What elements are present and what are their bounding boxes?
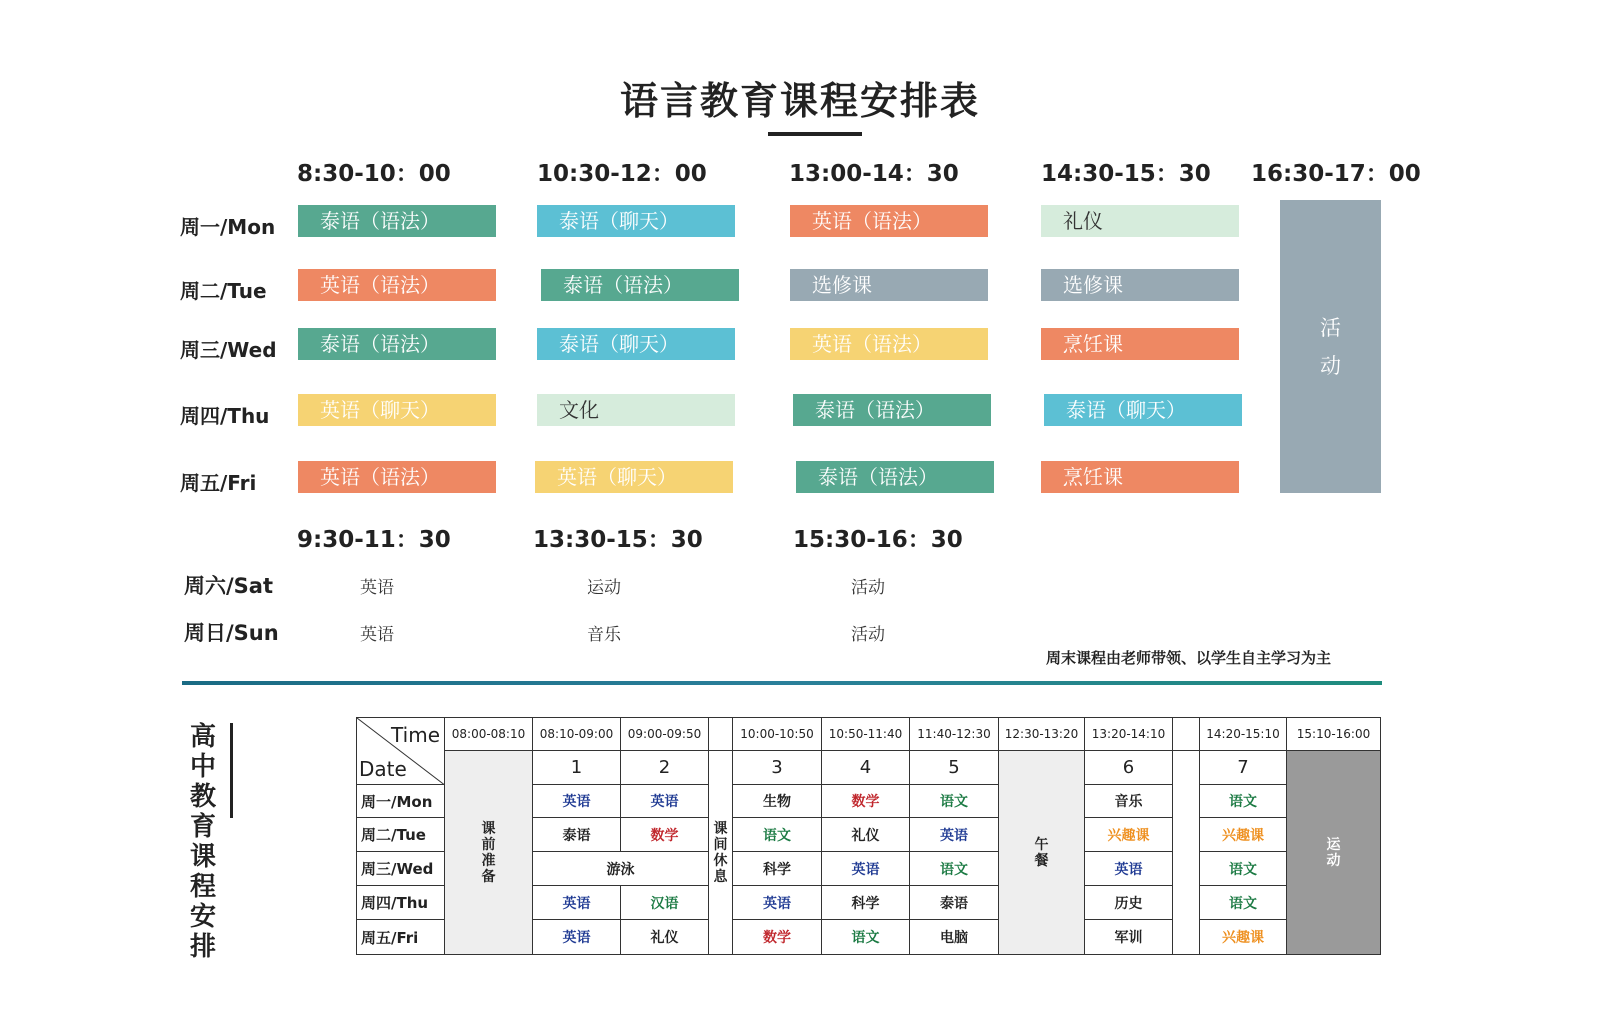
class-block: 英语（聊天） [535, 461, 733, 493]
prep-cell-char: 课 [481, 820, 496, 837]
weekday-day-label: 周三/Wed [180, 338, 277, 362]
title-char: 程 [189, 872, 216, 902]
row-day-label: 周二/Tue [356, 817, 445, 852]
sport-cell-char: 动 [1326, 852, 1341, 869]
class-block: 泰语（语法） [793, 394, 991, 426]
period-number: 6 [1084, 750, 1173, 785]
time-header-cell: 08:00-08:10 [444, 717, 533, 751]
class-cell: 英语 [821, 851, 910, 886]
class-cell: 英语 [909, 817, 999, 852]
break-cell-char: 间 [713, 836, 728, 853]
class-cell: 军训 [1084, 919, 1173, 955]
prep-cell-char: 准 [481, 852, 496, 869]
time-header-cell: 13:20-14:10 [1084, 717, 1173, 751]
break-cell-char: 休 [713, 852, 728, 869]
class-block: 泰语（语法） [298, 205, 496, 237]
class-cell: 语文 [909, 851, 999, 886]
prep-cell-char: 备 [481, 868, 496, 885]
time-header-cell: 15:10-16:00 [1286, 717, 1381, 751]
break-cell [708, 750, 733, 955]
class-cell: 音乐 [1084, 784, 1173, 818]
break-header-cell [708, 717, 733, 751]
title-char: 课 [189, 842, 216, 872]
class-block: 泰语（语法） [796, 461, 994, 493]
weekend-class: 音乐 [587, 625, 621, 645]
class-block: 泰语（聊天） [537, 328, 735, 360]
row-day-label: 周三/Wed [356, 851, 445, 886]
weekday-day-label: 周四/Thu [180, 404, 270, 428]
class-block: 泰语（聊天） [1044, 394, 1242, 426]
corner-time: Time [391, 723, 440, 747]
class-cell: 数学 [732, 919, 822, 955]
weekend-class: 活动 [851, 578, 885, 598]
class-cell: 兴趣课 [1084, 817, 1173, 852]
time-header-cell: 12:30-13:20 [998, 717, 1085, 751]
lunch-cell [998, 750, 1085, 955]
class-cell: 英语 [532, 885, 621, 920]
weekend-time-header: 9:30-11：30 [297, 527, 451, 553]
class-block: 礼仪 [1041, 205, 1239, 237]
section-divider [182, 681, 1382, 685]
period-number: 5 [909, 750, 999, 785]
activity-block [1280, 200, 1381, 493]
time-header-cell: 09:00-09:50 [620, 717, 709, 751]
weekday-time-header: 13:00-14：30 [789, 161, 959, 187]
lunch-cell-char: 午 [1034, 836, 1049, 853]
class-cell: 英语 [620, 784, 709, 818]
weekend-class: 英语 [360, 578, 394, 598]
weekend-class: 活动 [851, 625, 885, 645]
class-block: 选修课 [1041, 269, 1239, 301]
class-cell: 语文 [1199, 885, 1287, 920]
class-cell: 历史 [1084, 885, 1173, 920]
weekday-time-header: 14:30-15：30 [1041, 161, 1211, 187]
class-cell: 英语 [732, 885, 822, 920]
weekend-time-header: 15:30-16：30 [793, 527, 963, 553]
period-number: 1 [532, 750, 621, 785]
activity-char: 动 [1320, 353, 1341, 378]
class-cell: 英语 [1084, 851, 1173, 886]
class-block: 烹饪课 [1041, 328, 1239, 360]
title-underline [768, 132, 862, 136]
weekday-time-header: 8:30-10：00 [297, 161, 451, 187]
class-block: 烹饪课 [1041, 461, 1239, 493]
class-cell: 科学 [732, 851, 822, 886]
title-char: 排 [189, 932, 216, 962]
class-block: 英语（语法） [790, 205, 988, 237]
class-cell: 英语 [532, 919, 621, 955]
weekend-day-label: 周六/Sat [184, 574, 274, 598]
break-cell-char: 息 [713, 868, 728, 885]
lunch-cell-char: 餐 [1034, 852, 1049, 869]
page-title: 语言教育课程安排表 [619, 79, 980, 123]
class-block: 泰语（语法） [541, 269, 739, 301]
sport-cell [1286, 750, 1381, 955]
class-block: 泰语（聊天） [537, 205, 735, 237]
class-cell: 数学 [620, 817, 709, 852]
class-block: 英语（语法） [298, 461, 496, 493]
row-day-label: 周四/Thu [356, 885, 445, 920]
gap-cell [1172, 750, 1200, 955]
time-header-cell: 08:10-09:00 [532, 717, 621, 751]
weekday-day-label: 周五/Fri [180, 471, 257, 495]
time-header-cell: 10:00-10:50 [732, 717, 822, 751]
class-cell: 科学 [821, 885, 910, 920]
time-header-cell: 11:40-12:30 [909, 717, 999, 751]
class-cell: 语文 [732, 817, 822, 852]
class-cell: 语文 [1199, 851, 1287, 886]
period-number: 4 [821, 750, 910, 785]
break-cell-char: 课 [713, 820, 728, 837]
corner-cell [356, 717, 445, 785]
title-char: 高 [189, 722, 216, 752]
prep-cell [444, 750, 533, 955]
class-block: 选修课 [790, 269, 988, 301]
title-char: 教 [189, 782, 216, 812]
swim-cell: 游泳 [532, 851, 709, 886]
class-cell: 汉语 [620, 885, 709, 920]
title-char: 育 [189, 812, 216, 842]
class-cell: 礼仪 [620, 919, 709, 955]
class-cell: 生物 [732, 784, 822, 818]
class-cell: 兴趣课 [1199, 919, 1287, 955]
period-number: 2 [620, 750, 709, 785]
class-block: 英语（语法） [298, 269, 496, 301]
activity-char: 活 [1320, 315, 1341, 340]
weekend-class: 运动 [587, 578, 621, 598]
class-cell: 数学 [821, 784, 910, 818]
class-cell: 语文 [1199, 784, 1287, 818]
gap-header-cell [1172, 717, 1200, 751]
weekend-time-header: 13:30-15：30 [533, 527, 703, 553]
time-header-cell: 14:20-15:10 [1199, 717, 1287, 751]
class-cell: 英语 [532, 784, 621, 818]
class-cell: 电脑 [909, 919, 999, 955]
sport-cell-char: 运 [1326, 836, 1341, 853]
prep-cell-char: 前 [481, 836, 496, 853]
period-number: 3 [732, 750, 822, 785]
high-school-timetable [356, 717, 1380, 954]
weekday-day-label: 周一/Mon [180, 215, 276, 239]
corner-date: Date [359, 757, 407, 781]
weekend-note: 周末课程由老师带领、以学生自主学习为主 [1046, 649, 1332, 667]
class-cell: 泰语 [909, 885, 999, 920]
class-cell: 语文 [909, 784, 999, 818]
weekday-time-header: 10:30-12：00 [537, 161, 707, 187]
class-cell: 礼仪 [821, 817, 910, 852]
class-block: 英语（语法） [790, 328, 988, 360]
class-block: 泰语（语法） [298, 328, 496, 360]
class-cell: 语文 [821, 919, 910, 955]
row-day-label: 周一/Mon [356, 784, 445, 818]
title-bar [230, 723, 233, 818]
weekday-day-label: 周二/Tue [180, 279, 267, 303]
row-day-label: 周五/Fri [356, 919, 445, 955]
weekend-class: 英语 [360, 625, 394, 645]
weekend-day-label: 周日/Sun [184, 621, 279, 645]
class-block: 文化 [537, 394, 735, 426]
title-char: 中 [189, 752, 216, 782]
time-header-cell: 10:50-11:40 [821, 717, 910, 751]
class-cell: 泰语 [532, 817, 621, 852]
high-school-title [188, 722, 218, 962]
class-block: 英语（聊天） [298, 394, 496, 426]
class-cell: 兴趣课 [1199, 817, 1287, 852]
period-number: 7 [1199, 750, 1287, 785]
weekday-time-header: 16:30-17：00 [1251, 161, 1421, 187]
title-char: 安 [189, 902, 216, 932]
